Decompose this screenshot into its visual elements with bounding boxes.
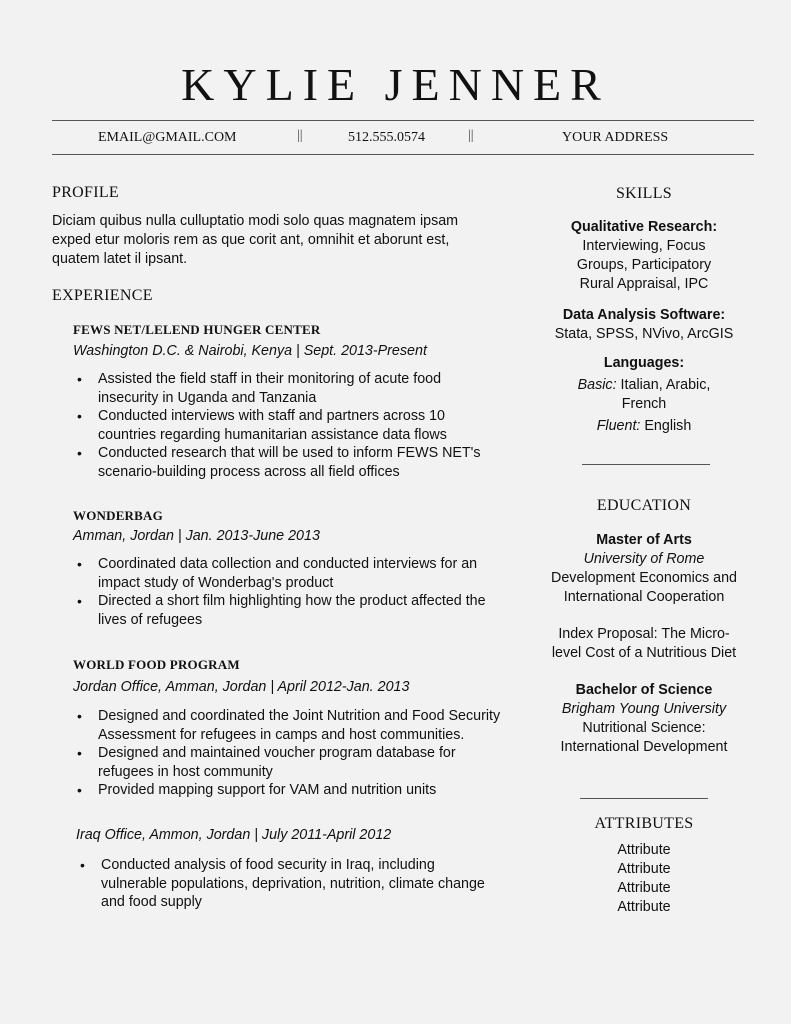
job-location: Amman, Jordan | Jan. 2013-June 2013	[73, 528, 320, 544]
skill-line: Interviewing, Focus	[582, 238, 706, 254]
profile-line: Diciam quibus nulla culluptatio modi solo quas magnatem ipsam	[52, 213, 459, 229]
education-divider	[580, 798, 708, 799]
job-bullets	[73, 555, 503, 629]
contact-phone: 512.555.0574	[348, 130, 425, 145]
skill-line: Rural Appraisal, IPC	[579, 276, 709, 292]
skill-heading: Languages:	[603, 355, 685, 371]
contact-email: EMAIL@GMAIL.COM	[98, 130, 237, 145]
thesis-line: level Cost of a Nutritious Diet	[551, 645, 737, 661]
skill-heading: Qualitative Research:	[570, 219, 718, 235]
profile-line: quatem latet il ipsant.	[52, 251, 188, 267]
job-bullet: • Conducted research that will be used to inform FEWS NET's scenario-building process across all field offices	[73, 444, 503, 481]
attribute-item: Attribute	[617, 861, 671, 877]
education-degree-1	[530, 531, 758, 607]
contact-separator: ||	[468, 128, 474, 143]
experience-heading: EXPERIENCE	[52, 287, 153, 304]
job-bullet: • Coordinated data collection and conducted interviews for an impact study of Wonderbag's product	[73, 555, 503, 592]
job-location: Washington D.C. & Nairobi, Kenya | Sept. 2013-Present	[73, 343, 427, 359]
skills-divider	[582, 464, 710, 465]
degree-field: Development Economics and	[551, 570, 737, 586]
job-bullets	[73, 707, 503, 800]
fluent-label: Fluent:	[596, 418, 641, 434]
attribute-item: Attribute	[617, 899, 671, 915]
job-bullet: • Designed and maintained voucher program database for refugees in host community	[73, 744, 503, 781]
job-bullet: • Provided mapping support for VAM and nutrition units	[73, 781, 503, 800]
school-name: University of Rome	[583, 551, 705, 567]
job-bullets	[76, 856, 496, 912]
job-bullets	[73, 370, 503, 481]
header-bottom-rule	[52, 154, 754, 155]
skill-line: French	[621, 396, 667, 412]
skills-heading: SKILLS	[615, 185, 673, 202]
fluent-value: English	[644, 418, 692, 434]
thesis-line: Index Proposal: The Micro-	[558, 626, 730, 642]
skill-line-fluent	[530, 417, 758, 436]
job-bullet: • Designed and coordinated the Joint Nutrition and Food Security Assessment for refugees in camps and host communities.	[73, 707, 503, 744]
job-bullet: • Conducted analysis of food security in Iraq, including vulnerable populations, deprivation, nutrition, climate change and food supply	[76, 856, 496, 912]
skills-data-analysis	[530, 306, 758, 344]
skills-languages	[530, 354, 758, 436]
profile-text	[52, 212, 522, 269]
contact-separator: ||	[297, 128, 303, 143]
job-bullet: • Directed a short film highlighting how the product affected the lives of refugees	[73, 592, 503, 629]
skill-heading: Data Analysis Software:	[562, 307, 726, 323]
skills-qualitative	[530, 218, 758, 294]
header-top-rule	[52, 120, 754, 121]
contact-address: YOUR ADDRESS	[562, 130, 669, 145]
job-location: Jordan Office, Amman, Jordan | April 2012-Jan. 2013	[73, 679, 410, 695]
job-bullet: • Assisted the field staff in their monitoring of acute food insecurity in Uganda and Tanzania	[73, 370, 503, 407]
degree-field: Nutritional Science:	[582, 720, 706, 736]
attribute-item: Attribute	[617, 880, 671, 896]
skill-line: Groups, Participatory	[576, 257, 712, 273]
basic-value: Italian, Arabic,	[620, 377, 711, 393]
degree-title: Master of Arts	[596, 532, 692, 548]
attributes-list	[530, 841, 758, 917]
job-org: WONDERBAG	[73, 508, 163, 523]
attribute-item: Attribute	[617, 842, 671, 858]
candidate-name: KYLIE JENNER	[181, 59, 610, 110]
profile-line: exped etur moloris rem as que corit ant, omnihit et aborunt est,	[52, 232, 450, 248]
attributes-heading: ATTRIBUTES	[594, 815, 694, 832]
job-org: WORLD FOOD PROGRAM	[73, 657, 240, 672]
job-bullet: • Conducted interviews with staff and partners across 10 countries regarding humanitarian assistance data flows	[73, 407, 503, 444]
skill-line-basic	[530, 376, 758, 395]
job-org: FEWS NET/LELEND HUNGER CENTER	[73, 322, 321, 337]
degree-field: International Development	[560, 739, 728, 755]
degree-field: International Cooperation	[563, 589, 725, 605]
education-thesis	[530, 625, 758, 663]
profile-heading: PROFILE	[52, 184, 119, 201]
school-name: Brigham Young University	[561, 701, 727, 717]
job-location-secondary: Iraq Office, Ammon, Jordan | July 2011-April 2012	[76, 827, 392, 843]
education-degree-2	[530, 681, 758, 757]
skill-line: Stata, SPSS, NVivo, ArcGIS	[554, 326, 734, 342]
basic-label: Basic:	[577, 377, 617, 393]
degree-title: Bachelor of Science	[575, 682, 713, 698]
education-heading: EDUCATION	[596, 497, 692, 514]
